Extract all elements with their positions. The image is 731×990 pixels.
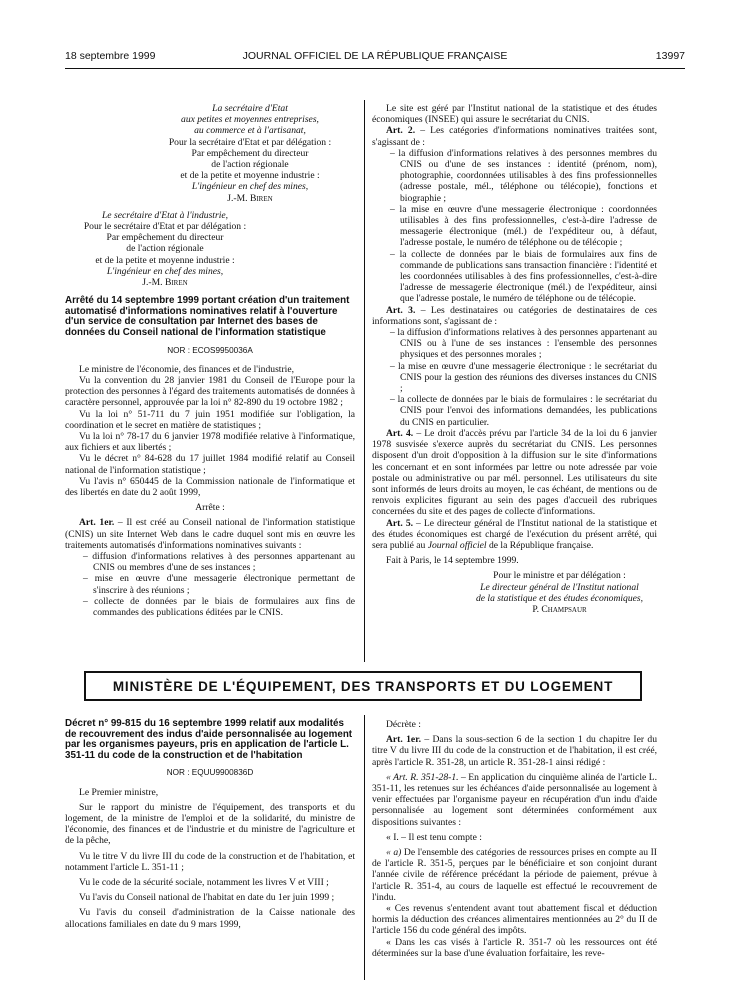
article-5-text-a: – Le directeur général de l'Institut national de la statistique et des études économiques est chargé de l'exécution du présent arrêté, qui sera publié au	[372, 517, 657, 551]
column-divider-bottom	[364, 715, 365, 980]
article-3-item: – la collecte de données par le biais de formulaires : le secrétariat du CNIS pour l'envoi des informations demandées, les publications du CNIS en particulier.	[400, 394, 657, 428]
decret-nor: NOR : EQUU9900836D	[166, 768, 254, 778]
article-r-text: – En application du cinquième alinéa de l'article L. 351-11, les retenues sur les échéances d'aide personnalisée au logement à venir effectuées par l'organisme payeur en récupération d'un indu d'aide personnalisée au logement sont déterminées conformément aux dispositions suivantes :	[372, 771, 657, 828]
article-4-label: Art. 4.	[386, 427, 414, 439]
header-date: 18 septembre 1999	[65, 50, 156, 62]
sig2-line-2: Par empêchement du directeur	[106, 232, 224, 244]
article-r-label: « Art. R. 351-28-1.	[386, 771, 459, 783]
article-1-label: Art. 1er.	[79, 517, 115, 529]
sig1-line-5: de l'action régionale	[211, 159, 289, 171]
journal-officiel-ref: Journal officiel	[427, 539, 487, 551]
article-3-list	[372, 327, 657, 428]
article-r-351-28-1	[372, 772, 657, 828]
arrete-nor: NOR : ECOS9950036A	[167, 345, 253, 355]
sig2-line-0: Le secrétaire d'Etat à l'industrie,	[101, 209, 229, 221]
forfaitaire-paragraph: « Dans les cas visés à l'article R. 351-7 où les ressources ont été déterminées sur la base d'une évaluation forfaitaire, les reve-	[372, 936, 657, 959]
article-2-list	[372, 148, 657, 305]
article-3-item: – la diffusion d'informations relatives à des personnes appartenant au CNIS ou à l'une de ses instances : l'ensemble des personnes physiques et des personnes morales ;	[400, 327, 657, 361]
sig2-line-5: L'ingénieur en chef des mines,	[106, 265, 224, 277]
article-2-item: – la diffusion d'informations relatives à des personnes membres du CNIS ou d'une de ses instances : identité (prénom, nom), photographie, coordonnées utilisables à des fins professionnelles (adresse postale, mél., téléphone ou télécopie), fonctions et biographie ;	[400, 148, 657, 204]
article-3-item: – la mise en œuvre d'une messagerie électronique : le secrétariat du CNIS pour la gestion des réunions des diverses instances du CNIS ;	[400, 361, 657, 395]
left-column-bottom	[65, 719, 355, 930]
visa-0: Le ministre de l'économie, des finances et de l'industrie,	[79, 363, 294, 375]
left-column-top	[65, 103, 355, 618]
article-1-item: – collecte de données par le biais de formulaires aux fins de commandes des publications éditées par le CNIS.	[93, 596, 355, 618]
site-intro: Le site est géré par l'Institut national de la statistique et des études économiques (INSEE) qui assure le secrétariat du CNIS.	[372, 103, 657, 126]
decret-article-1	[372, 734, 657, 768]
sig2-line-3: de l'action régionale	[126, 243, 204, 255]
sig2-line-1: Pour le secrétaire d'Etat et par délégation :	[83, 221, 247, 233]
header-journal-title: JOURNAL OFFICIEL DE LA RÉPUBLIQUE FRANÇAISE	[242, 50, 508, 62]
decret-article-1-label: Art. 1er.	[386, 734, 421, 746]
point-a-label: « a)	[386, 847, 402, 859]
right-column-top	[372, 103, 657, 615]
signature-block-3	[462, 570, 657, 615]
revenus-paragraph: « Ces revenus s'entendent avant tout abattement fiscal et déduction hormis la déduction des créances alimentaires mentionnées au 2° du II de l'article 156 du code général des impôts.	[372, 903, 657, 937]
article-2-item: – la collecte de données par le biais de formulaires aux fins de commande de publications sans transaction financière : l'identité et les coordonnées utilisables à des fins professionnelles, c'est-à-dire l'adresse de messagerie électronique (mél.) de l'expéditeur, ainsi que l'adresse postale, le numéro de téléphone ou de télécopie.	[400, 249, 657, 305]
sig3-signatory: P. Champsaur	[532, 603, 587, 615]
article-3	[372, 305, 657, 327]
article-1-text: – Il est créé au Conseil national de l'information statistique (CNIS) un site Internet Web dans le cadre duquel sont mis en œuvre les traitements automatisés d'informations nominatives suivants :	[65, 517, 355, 551]
point-a-text: De l'ensemble des catégories de ressources prises en compte au II de l'article R. 351-5, perçues par le bénéficiaire et son conjoint durant l'année civile de référence précédant la période de paiement, prévue à l'article R. 351-4, au cours de laquelle est effectué le recouvrement de l'indu.	[372, 847, 657, 903]
article-4-text: – Le droit d'accès prévu par l'article 34 de la loi du 6 janvier 1978 susvisée s'exerce auprès du secrétariat du CNIS. Les personnes disposent d'un droit d'opposition à la diffusion sur le site d'informations les concernant et en sont informées par lettre ou note adressée par voie postale ou administrative ou par mél. personnel. Les utilisateurs du site sont informés de leurs droits au moyen, le cas échéant, de mentions ou de renvois explicites figurant au sein des pages d'accueil des rubriques concernées du site et des pages de collecte d'informations.	[372, 427, 658, 518]
visa-3: Vu la loi n° 78-17 du 6 janvier 1978 modifiée relative à l'informatique, aux fichiers et aux libertés ;	[65, 431, 355, 454]
decret-article-1-text: – Dans la sous-section 6 de la section 1 du chapitre Ier du titre V du livre III du code de la construction et de l'habitation, il est créé, après l'article R. 351-28, un article R. 351-28-1 ainsi rédigé :	[372, 734, 657, 768]
arrete-title: Arrêté du 14 septembre 1999 portant création d'un traitement automatisé d'informations nominatives relatif à l'ouverture d'un service de consultation par Internet des bases de données du Conseil national de l'information statistique	[65, 295, 350, 339]
visa-5: Vu l'avis n° 650445 de la Commission nationale de l'informatique et des libertés en date du 2 août 1999,	[65, 475, 355, 499]
right-column-bottom	[372, 719, 657, 959]
sig1-line-4: Par empêchement du directeur	[191, 147, 309, 159]
article-3-label: Art. 3.	[386, 304, 416, 316]
decret-visa-4: Vu l'avis du conseil d'administration de la Caisse nationale des allocations familiales en date du 9 mars 1999,	[65, 907, 355, 930]
article-3-text: – Les destinataires ou catégories de destinataires de ces informations sont, s'agissant de :	[372, 304, 657, 327]
fait-a-paris: Fait à Paris, le 14 septembre 1999.	[386, 555, 519, 567]
decret-title: Décret n° 99-815 du 16 septembre 1999 relatif aux modalités de recouvrement des indus d'aide personnalisée au logement par les organismes payeurs, pris en application de l'article L. 351-11 du code de la construction et de l'habitation	[65, 718, 353, 761]
signature-block-1	[155, 103, 345, 204]
visa-1: Vu la convention du 28 janvier 1981 du Conseil de l'Europe pour la protection des personnes à l'égard des traitements automatisés de données à caractère personnel, approuvée par la loi n° 82-890 du 19 octobre 1982 ;	[65, 375, 355, 409]
sig1-line-3: Pour la secrétaire d'Etat et par délégation :	[168, 136, 332, 148]
header-rule	[65, 68, 685, 69]
visa-4: Vu le décret n° 84-628 du 17 juillet 1984 modifié relatif au Conseil national de l'information statistique ;	[65, 453, 355, 476]
article-1	[65, 517, 355, 551]
arrete-word: Arrête :	[195, 502, 225, 514]
decret-visa-1: Vu le titre V du livre III du code de la construction et de l'habitation, et notamment l'article L. 351-11 ;	[65, 850, 355, 873]
sig2-signatory: J.-M. Biren	[142, 277, 188, 289]
article-2-text: – Les catégories d'informations nominatives traitées sont, s'agissant de :	[372, 125, 657, 148]
premier-ministre: Le Premier ministre,	[79, 786, 159, 798]
signature-block-2	[65, 210, 265, 288]
visa-2: Vu la loi n° 51-711 du 7 juin 1951 modifiée sur l'obligation, la coordination et le secret en matière de statistiques ;	[65, 408, 355, 431]
article-1-item: – mise en œuvre d'une messagerie électronique permettant de s'inscrire à des réunions ;	[93, 573, 355, 595]
ministry-title: MINISTÈRE DE L'ÉQUIPEMENT, DES TRANSPORTS ET DU LOGEMENT	[112, 678, 614, 694]
decret-visa-0: Sur le rapport du ministre de l'équipement, des transports et du logement, de la ministre de l'emploi et de la solidarité, du ministre de l'économie, des finances et de l'industrie et du ministre de l'agriculture et de la pêche,	[65, 801, 355, 847]
point-a	[372, 847, 657, 903]
sig2-line-4: et de la petite et moyenne industrie :	[95, 254, 235, 266]
sig3-line-2: de la statistique et des études économiques,	[475, 592, 644, 604]
article-5-text-b: de la République française.	[486, 539, 594, 551]
article-4	[372, 428, 657, 518]
article-1-item: – diffusion d'informations relatives à des personnes appartenant au CNIS ou membres d'une de ses instances ;	[93, 551, 355, 573]
page-header	[65, 50, 685, 64]
point-i: « I. – Il est tenu compte :	[386, 831, 482, 843]
column-divider-top	[364, 100, 365, 662]
article-1-list	[65, 551, 355, 618]
decrete-word: Décrète :	[386, 719, 421, 730]
article-5	[372, 518, 657, 552]
decret-visa-3: Vu l'avis du Conseil national de l'habitat en date du 1er juin 1999 ;	[79, 892, 335, 904]
ministry-banner	[84, 671, 642, 701]
article-2-item: – la mise en œuvre d'une messagerie électronique : coordonnées utilisables à des fins professionnelles, c'est-à-dire l'adresse de messagerie électronique (mél.) de l'expéditeur ou, à défaut, l'adresse postale, le numéro de téléphone ou de télécopie ;	[400, 204, 657, 249]
article-2-label: Art. 2.	[386, 125, 416, 137]
sig1-signatory: J.-M. Biren	[227, 192, 273, 204]
article-2	[372, 125, 657, 147]
sig1-line-2: au commerce et à l'artisanat,	[194, 125, 306, 137]
decret-visa-2: Vu le code de la sécurité sociale, notamment les livres V et VIII ;	[79, 877, 329, 888]
sig1-line-0: La secrétaire d'Etat	[212, 103, 288, 114]
sig1-line-1: aux petites et moyennes entreprises,	[181, 114, 319, 126]
sig1-line-6: et de la petite et moyenne industrie :	[180, 170, 320, 182]
header-page-number: 13997	[655, 50, 685, 62]
sig3-line-1: Le directeur général de l'Institut national	[480, 581, 639, 593]
article-5-label: Art. 5.	[386, 517, 414, 529]
sig3-line-0: Pour le ministre et par délégation :	[493, 570, 626, 582]
sig1-line-7: L'ingénieur en chef des mines,	[191, 181, 309, 193]
